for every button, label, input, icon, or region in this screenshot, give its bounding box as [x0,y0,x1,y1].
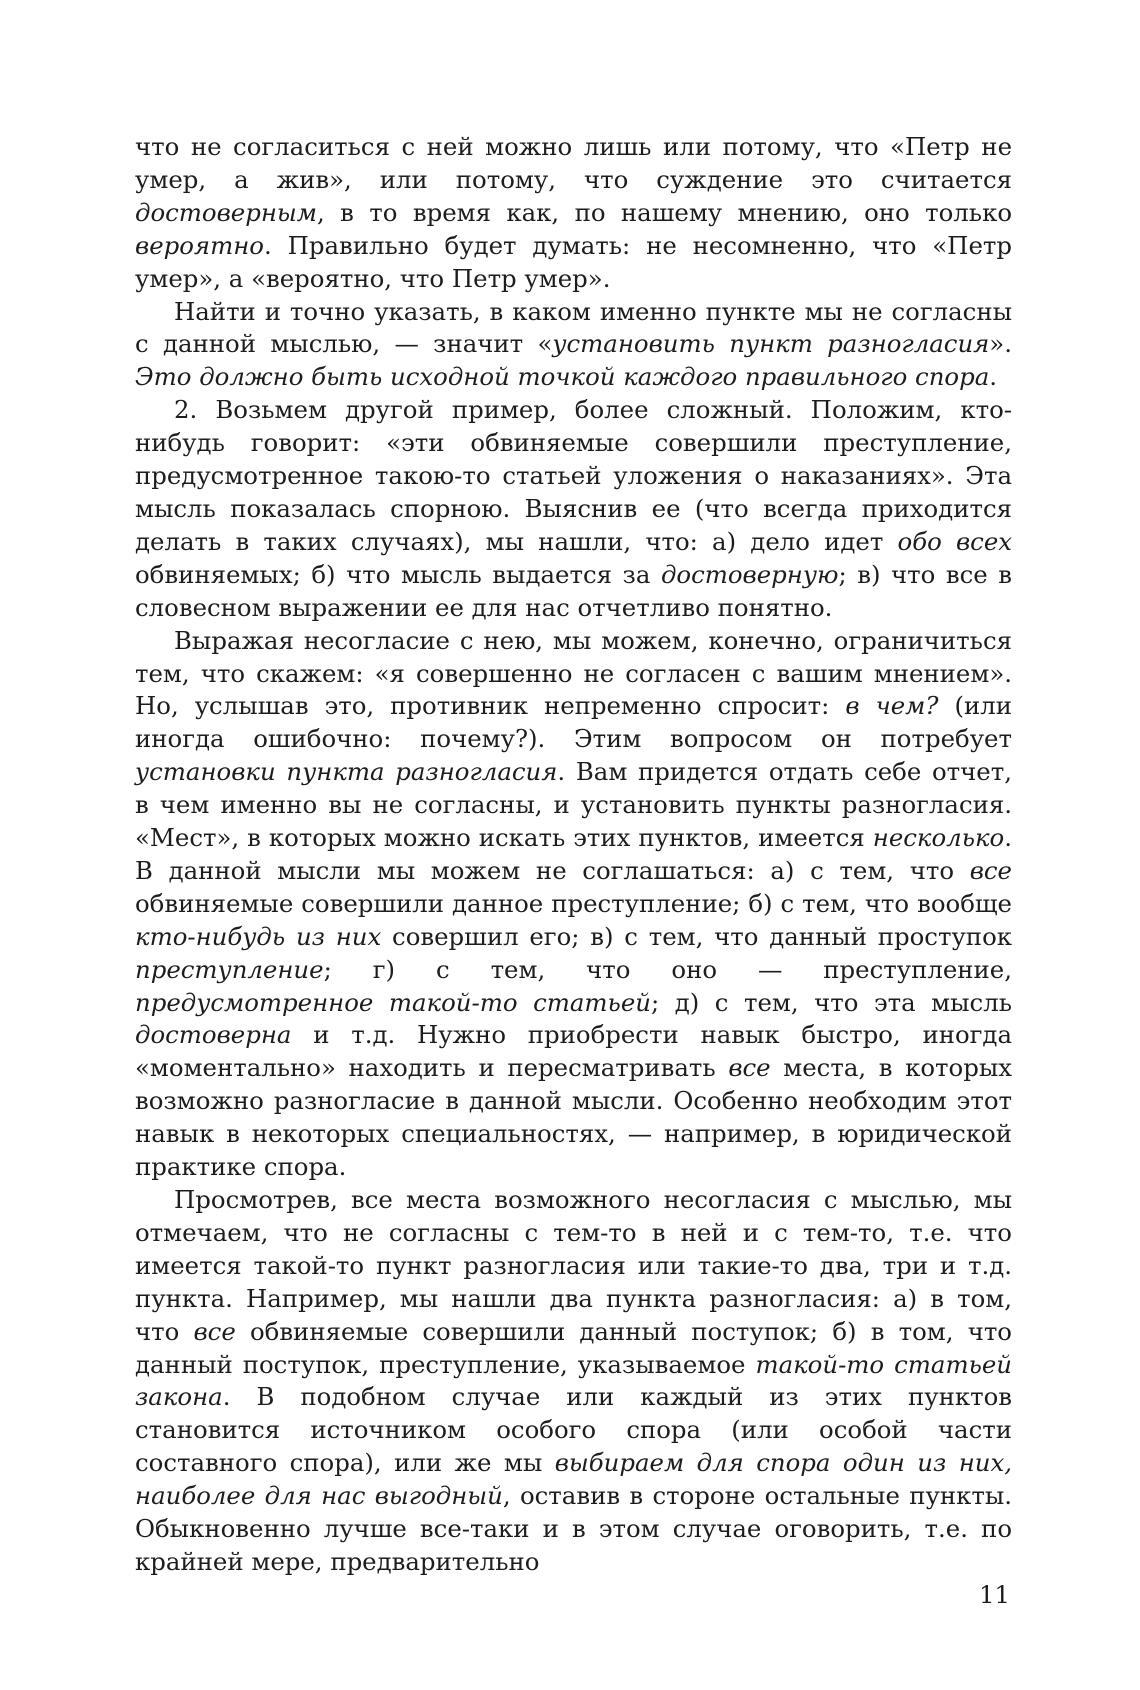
text-run: ». [989,329,1012,359]
text-run: обвиняемые совершили данное преступление; б) с тем, что вообще [135,888,1012,918]
italic-text-run: все [193,1316,236,1346]
italic-text-run: выбираем для спора один из них, наиболее для нас выгодный [135,1448,1012,1511]
italic-text-run: все [969,855,1012,885]
text-run: что не согласиться с ней можно лишь или потому, что «Петр не умер, а жив», или потому, что суждение это считается [135,132,1012,194]
paragraph-4 [135,625,1012,1184]
text-run: . [989,362,998,392]
paragraph-2 [135,296,1012,395]
text-run: Найти и точно указать, в каком именно пункте мы не согласны с данной мыслью, — значит « [135,296,1012,359]
italic-text-run: такой-то статьей закона [135,1349,1012,1412]
text-run: . В данной мысли мы можем не соглашаться: а) с тем, что [135,823,1012,885]
text-run: Просмотрев, все места возможного несогласия с мыслью, мы отмечаем, что не согласны с тем-то в ней и с тем-то, т.е. что имеется такой-то пункт разногласия или такие-то два, три и т.д. пункта. Например, мы нашли два пункта разногласия: а) в том, что [135,1185,1012,1346]
text-run: ; г) с тем, что оно — преступление, [323,954,1012,984]
page-number: 11 [978,1580,1010,1609]
text-run: совершил его; в) с тем, что данный проступок [381,921,1012,951]
text-run: обвиняемые совершили данный поступок; б) в том, что данный поступок, преступление, указываемое [135,1316,1012,1379]
text-run: 2. Возьмем другой пример, более сложный. Положим, кто-нибудь говорит: «эти обвиняемые совершили преступление, предусмотренное такою-то статьей уложения о наказаниях». Эта мысль показалась спорною. Выяснив ее (что всегда приходится делать в таких случаях), мы нашли, что: а) дело идет [135,395,1012,556]
text-run: (или иногда ошибочно: почему?). Этим вопросом он потребует [135,691,1013,754]
text-run: ; д) с тем, что эта мысль [650,987,1012,1017]
paragraph-5 [135,1184,1012,1579]
italic-text-run: обо всех [897,526,1013,556]
text-run: Выражая несогласие с нею, мы можем, конечно, ограничиться тем, что скажем: «я совершенно не согласен с вашим мнением». Но, услышав это, противник непременно спросит: [135,625,1012,721]
paragraph-3 [135,394,1012,624]
italic-text-run: предусмотренное такой-то статьей [135,987,651,1017]
italic-text-run: достоверна [135,1020,292,1050]
text-run: . Вам придется отдать себе отчет, в чем именно вы не согласны, и установить пункты разногласия. «Мест», в которых можно искать этих пунктов, имеется [135,757,1012,853]
page-body [135,131,1012,1579]
paragraph-1 [135,131,1012,296]
text-run: ; в) что все в словесном выражении ее для нас отчетливо понятно. [135,559,1013,622]
italic-text-run: кто-нибудь из них [135,921,382,951]
text-run: . Правильно будет думать: не несомненно, что «Петр умер», а «вероятно, что Петр умер». [135,230,1012,293]
italic-text-run: несколько [872,823,1005,853]
italic-text-run: преступление [135,954,324,984]
text-run: , в то время как, по нашему мнению, оно только [317,197,1012,227]
text-run: , оставив в стороне остальные пункты. Обыкновенно лучше все-таки и в этом случае оговорить, т.е. по крайней мере, предварительно [135,1481,1012,1576]
italic-text-run: в чем? [845,691,939,721]
italic-text-run: достоверным [135,197,318,227]
italic-text-run: Это должно быть исходной точкой каждого правильного спора [135,362,990,392]
text-run: места, в которых возможно разногласие в данной мысли. Особенно необходим этот навык в некоторых специальностях, — например, в юридической практике спора. [135,1053,1013,1182]
italic-text-run: вероятно [135,230,264,260]
italic-text-run: установки пункта разногласия [135,757,558,787]
italic-text-run: все [728,1053,771,1083]
text-run: обвиняемых; б) что мысль выдается за [135,559,661,589]
italic-text-run: установить пункт разногласия [552,329,990,359]
text-run: и т.д. Нужно приобрести навык быстро, иногда «моментально» находить и пересматривать [135,1020,1012,1083]
italic-text-run: достоверную [660,559,839,589]
text-run: . В подобном случае или каждый из этих пунктов становится источником особого спора (или особой части составного спора), или же мы [135,1382,1012,1478]
